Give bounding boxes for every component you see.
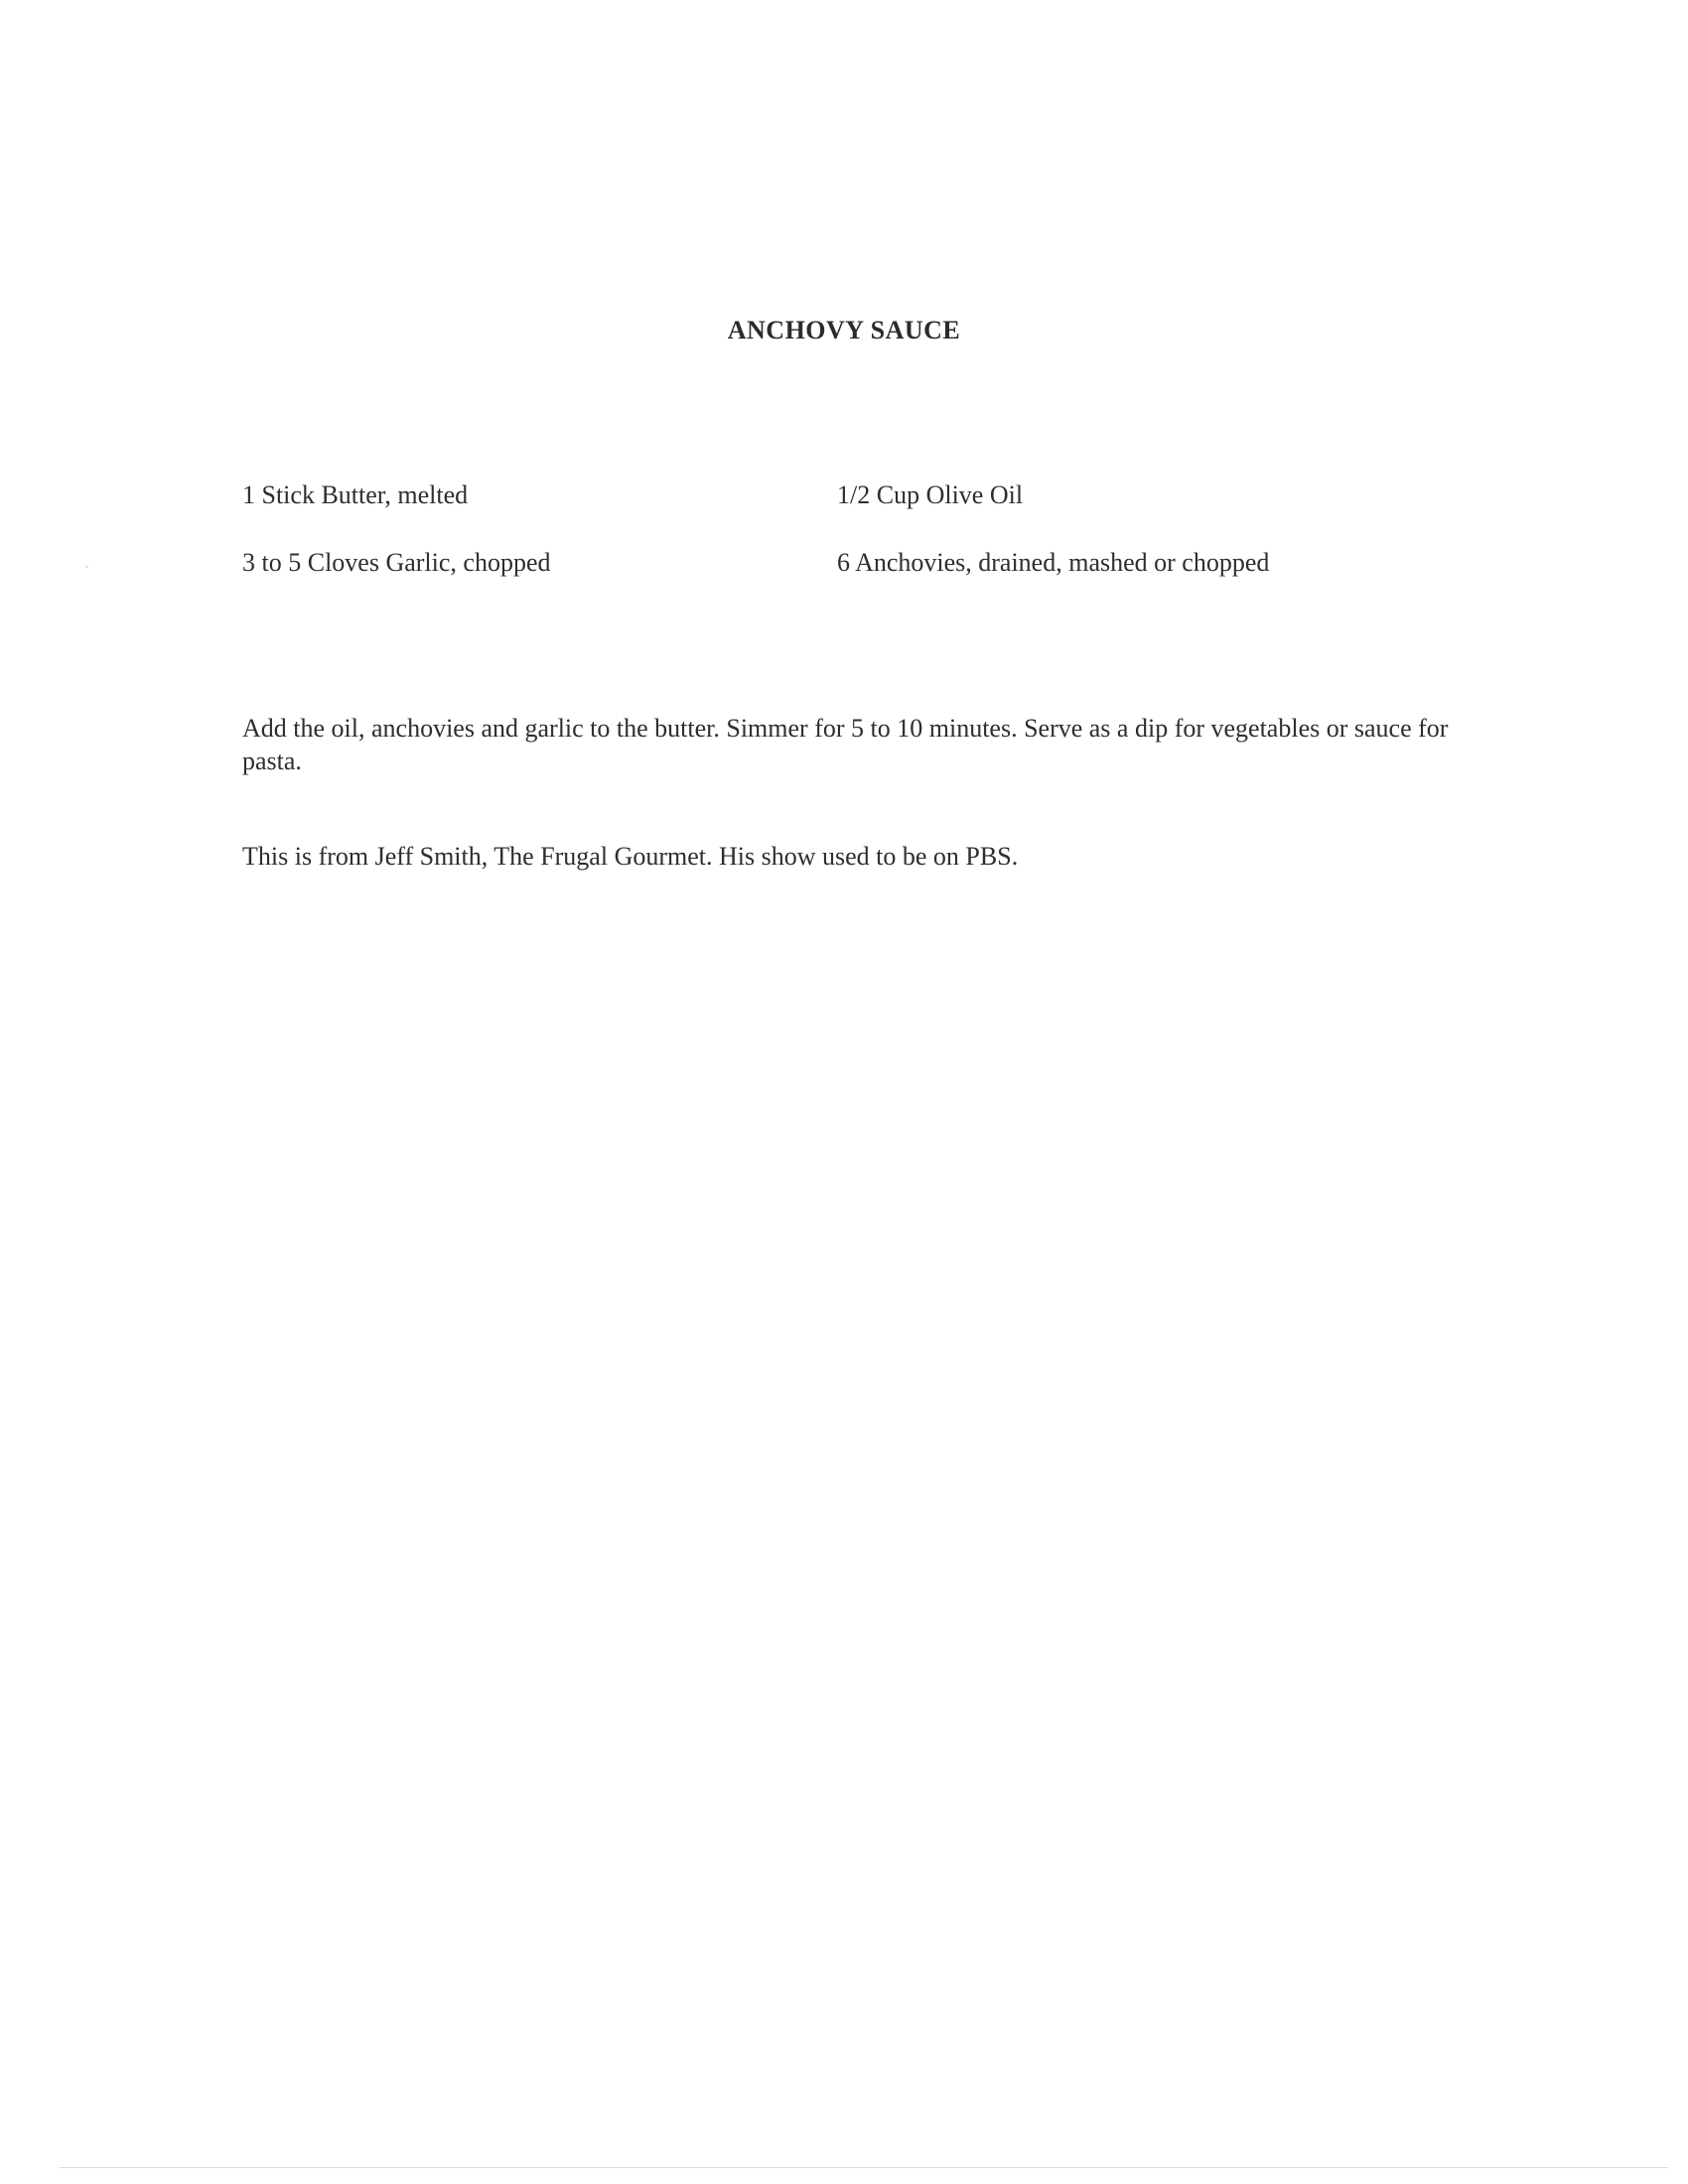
page-bottom-edge [60, 2167, 1668, 2168]
scan-artifact [85, 566, 88, 568]
ingredient-olive-oil: 1/2 Cup Olive Oil [837, 480, 1024, 509]
recipe-title: ANCHOVY SAUCE [727, 316, 961, 344]
recipe-instructions: Add the oil, anchovies and garlic to the butter. Simmer for 5 to 10 minutes. Serve as a dip for vegetables or sauce for pasta. [242, 714, 1449, 775]
recipe-source-note: This is from Jeff Smith, The Frugal Gourmet. His show used to be on PBS. [242, 842, 1019, 871]
ingredient-anchovies: 6 Anchovies, drained, mashed or chopped [837, 548, 1270, 577]
ingredient-garlic: 3 to 5 Cloves Garlic, chopped [242, 548, 551, 577]
ingredient-butter: 1 Stick Butter, melted [242, 480, 469, 509]
